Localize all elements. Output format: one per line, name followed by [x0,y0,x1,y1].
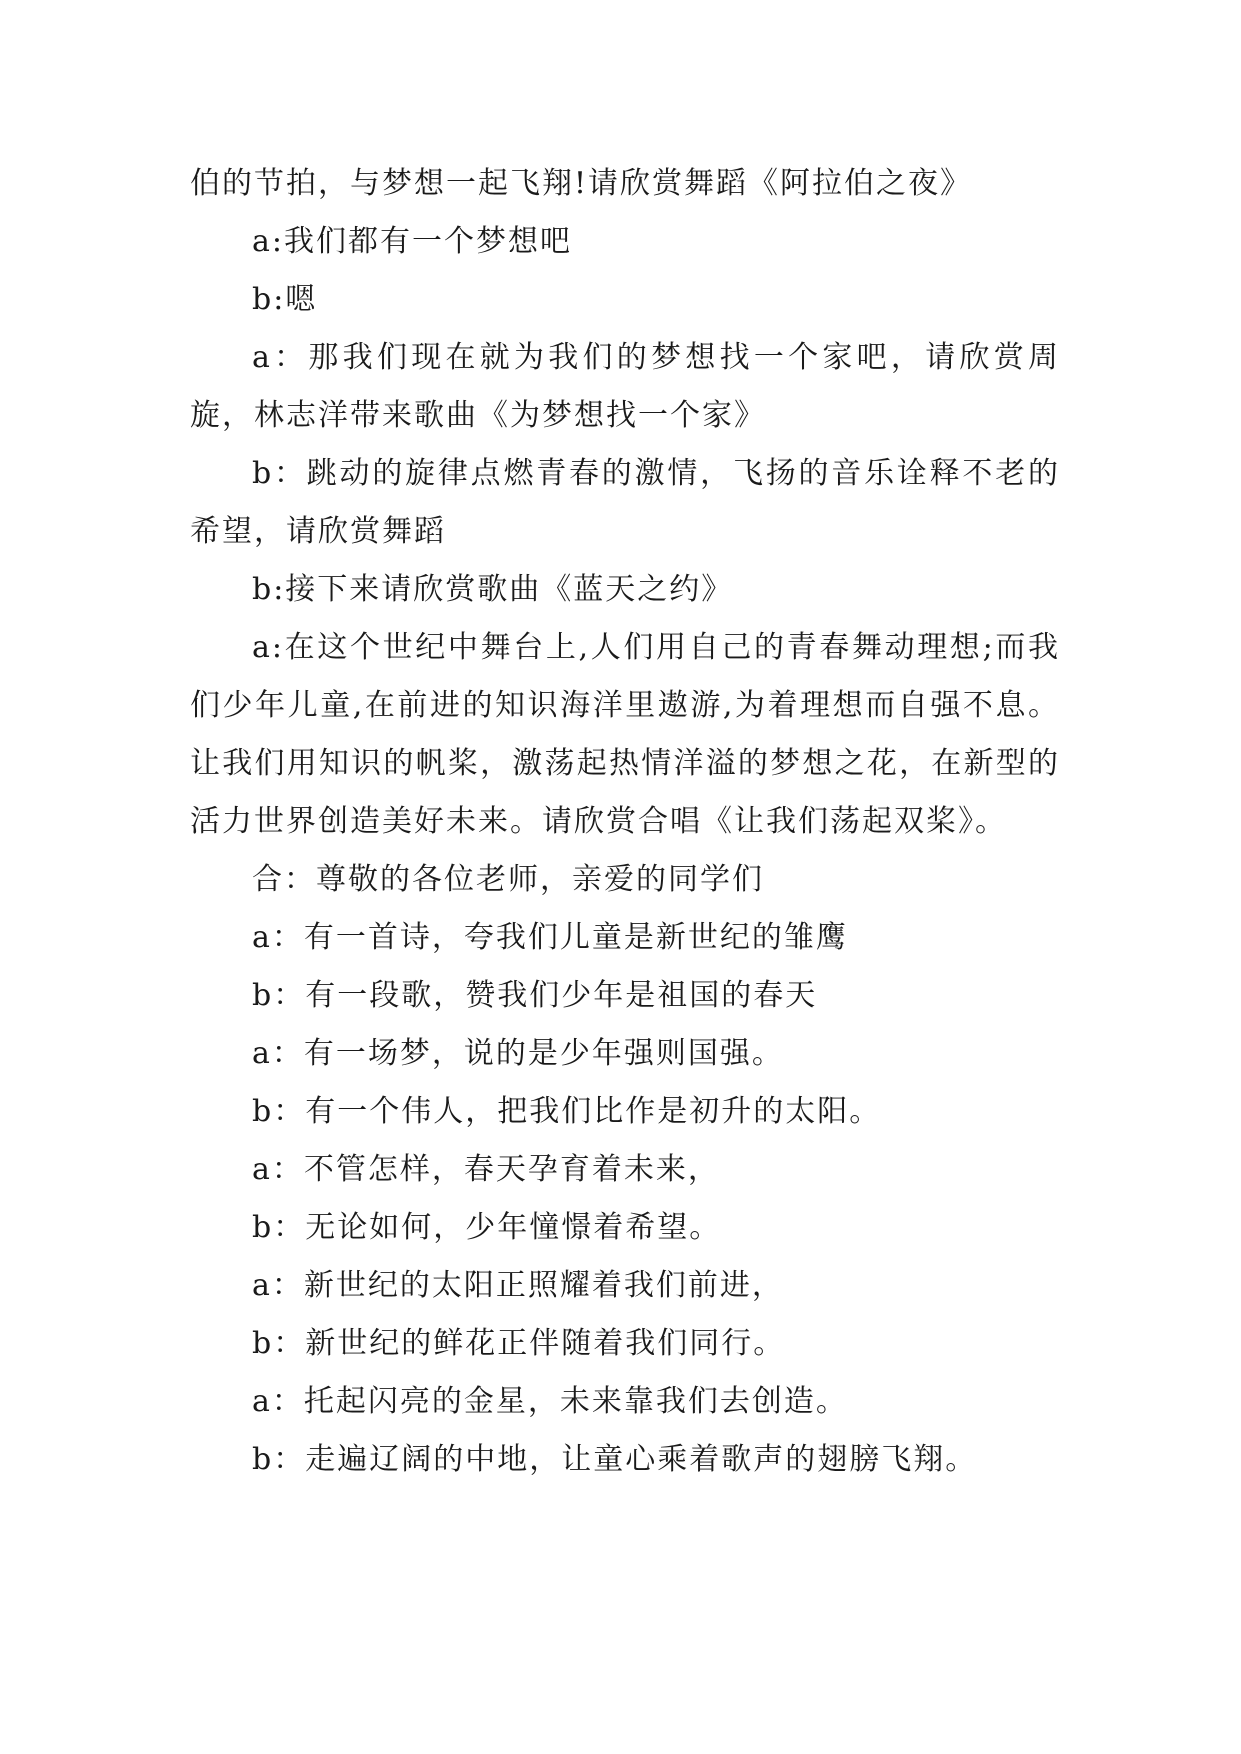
paragraph: b:接下来请欣赏歌曲《蓝天之约》 [252,572,734,607]
paragraph: a:在这个世纪中舞台上,人们用自己的青春舞动理想;而我们少年儿童,在前进的知识海洋里遨游,为着理想而自强不息。让我们用知识的帆桨，激荡起热情洋溢的梦想之花，在新型的活力世界创造美好未来。请欣赏合唱《让我们荡起双桨》。 [190,630,1060,839]
paragraph: b:嗯 [252,282,318,317]
paragraph: a：有一场梦，说的是少年强则国强。 [252,1036,784,1071]
paragraph: b：有一个伟人，把我们比作是初升的太阳。 [252,1094,882,1129]
paragraph: b：无论如何，少年憧憬着希望。 [252,1210,722,1245]
paragraph: a：新世纪的太阳正照耀着我们前进， [252,1268,784,1303]
document-body [190,155,1060,1489]
paragraph: a：那我们现在就为我们的梦想找一个家吧，请欣赏周旋，林志洋带来歌曲《为梦想找一个家》 [190,340,1060,433]
paragraph: a：有一首诗，夸我们儿童是新世纪的雏鹰 [252,920,848,955]
paragraph: b：走遍辽阔的中地，让童心乘着歌声的翅膀飞翔。 [252,1442,978,1477]
paragraph: a：不管怎样，春天孕育着未来， [252,1152,720,1187]
paragraph: 合：尊敬的各位老师，亲爱的同学们 [252,862,764,897]
paragraph: a:我们都有一个梦想吧 [252,224,572,259]
paragraph: 伯的节拍，与梦想一起飞翔!请欣赏舞蹈《阿拉伯之夜》 [190,166,973,201]
paragraph: a：托起闪亮的金星，未来靠我们去创造。 [252,1384,848,1419]
paragraph: b：新世纪的鲜花正伴随着我们同行。 [252,1326,786,1361]
paragraph: b：有一段歌，赞我们少年是祖国的春天 [252,978,818,1013]
paragraph: b：跳动的旋律点燃青春的激情，飞扬的音乐诠释不老的希望，请欣赏舞蹈 [190,456,1060,549]
